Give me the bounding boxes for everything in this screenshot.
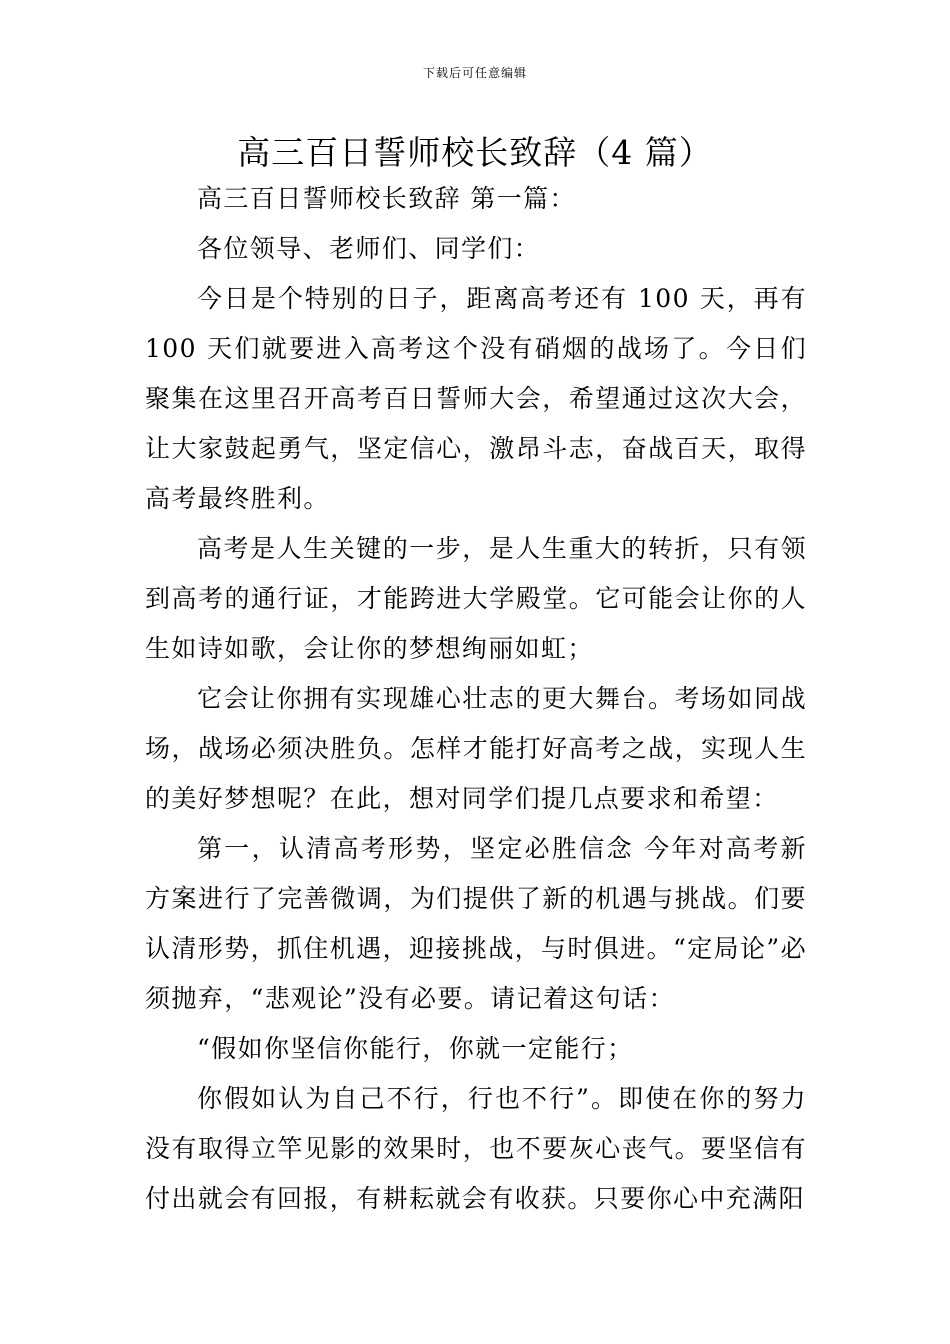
paragraph-subtitle: 高三百日誓师校长致辞 第一篇：	[197, 184, 576, 213]
paragraph-body: 高考是人生关键的一步，是人生重大的转折，只有领到高考的通行证，才能跨进大学殿堂。它可能会让你的人生如诗如歌，会让你的梦想绚丽如虹；	[145, 534, 807, 663]
paragraph-salutation: 各位领导、老师们、同学们：	[197, 234, 541, 263]
header-note: 下载后可任意编辑	[422, 66, 527, 80]
paragraph-quote: “假如你坚信你能行，你就一定能行；	[197, 1034, 634, 1063]
paragraph-body: 今日是个特别的日子，距离高考还有 100 天，再有 100 天们就要进入高考这个没有硝烟的战场了。今日们聚集在这里召开高考百日誓师大会，希望通过这次大会，让大家鼓起勇气，坚定信心，激昂斗志，奋战百天，取得高考最终胜利。	[145, 284, 807, 513]
paragraph-body: 你假如认为自己不行，行也不行”。即使在你的努力没有取得立竿见影的效果时，也不要灰心丧气。要坚信有付出就会有回报，有耕耘就会有收获。只要你心中充满阳	[145, 1084, 807, 1213]
paragraph-body: 第一，认清高考形势，坚定必胜信念 今年对高考新方案进行了完善微调，为们提供了新的机遇与挑战。们要认清形势，抓住机遇，迎接挑战，与时俱进。“定局论”必须抛弃，“悲观论”没有必要。请记着这句话：	[145, 834, 807, 1013]
document-title: 高三百日誓师校长致辞（4 篇）	[237, 133, 713, 172]
paragraph-body: 它会让你拥有实现雄心壮志的更大舞台。考场如同战场，战场必须决胜负。怎样才能打好高考之战，实现人生的美好梦想呢？在此，想对同学们提几点要求和希望：	[145, 684, 807, 813]
document-body	[145, 174, 807, 1224]
